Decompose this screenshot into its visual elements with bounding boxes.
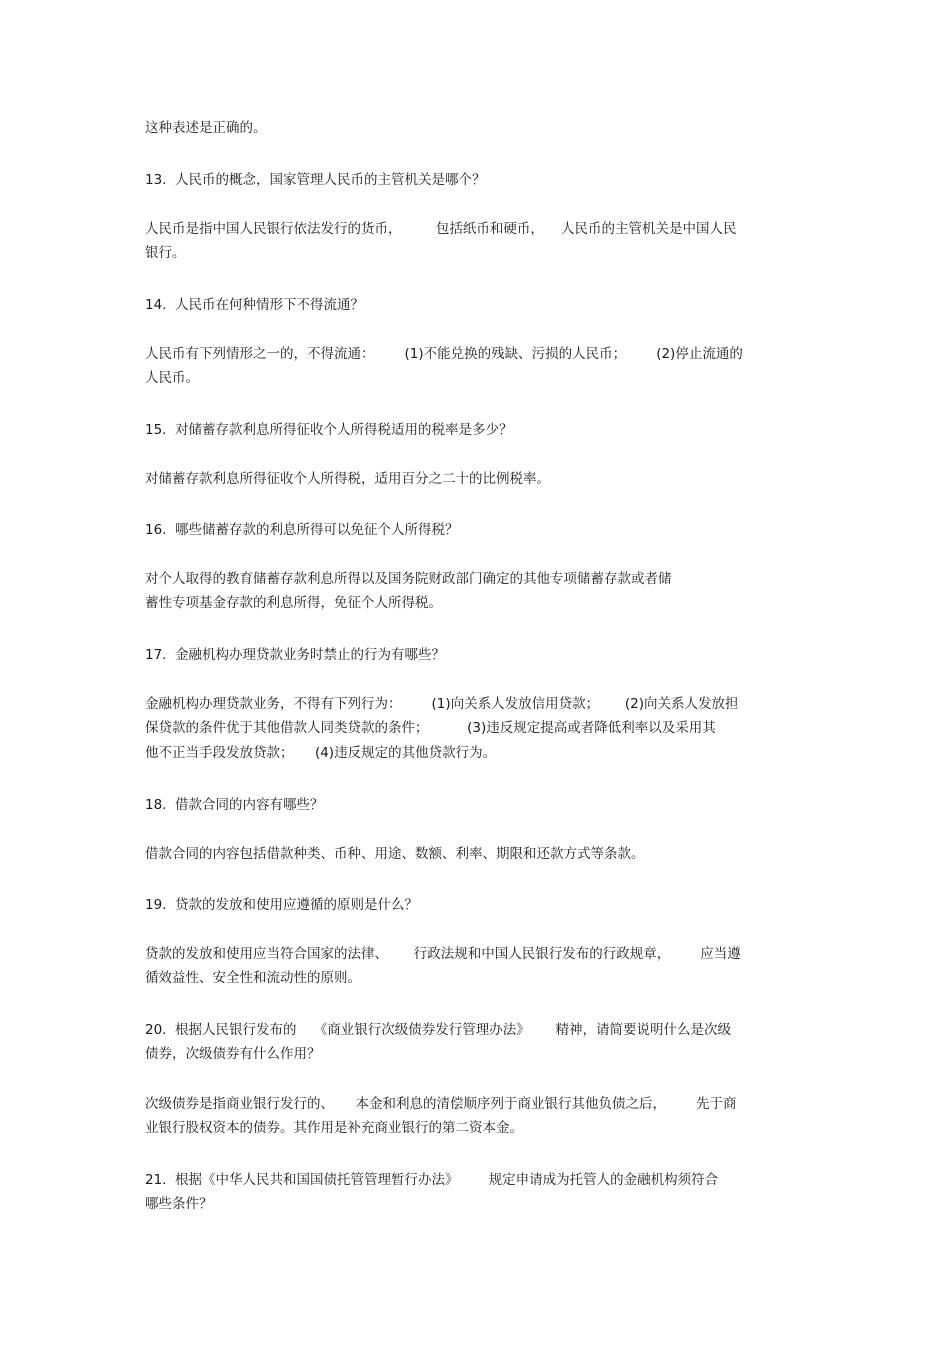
answer-19-line-1: 贷款的发放和使用应当符合国家的法律、 行政法规和中国人民银行发布的行政规章， 应当遵 [145, 946, 741, 962]
question-14: 14. 人民币在何种情形下不得流通？ [145, 297, 365, 313]
text-line: 这种表述是正确的。 [145, 120, 267, 136]
answer-19-line-2: 循效益性、安全性和流动性的原则。 [145, 970, 361, 986]
question-17: 17. 金融机构办理贷款业务时禁止的行为有哪些？ [145, 647, 446, 663]
answer-14-line-2: 人民币。 [145, 370, 199, 386]
answer-17-line-3: 他不正当手段发放贷款； (4)违反规定的其他贷款行为。 [145, 745, 497, 761]
answer-14-line-1: 人民币有下列情形之一的，不得流通： (1)不能兑换的残缺、污损的人民币； (2)停止流通的 [145, 346, 743, 362]
answer-15: 对储蓄存款利息所得征收个人所得税，适用百分之二十的比例税率。 [145, 471, 550, 487]
answer-20-line-2: 业银行股权资本的债券。其作用是补充商业银行的第二资本金。 [145, 1120, 523, 1136]
question-13: 13. 人民币的概念，国家管理人民币的主管机关是哪个？ [145, 172, 486, 188]
question-20-line-2: 债券，次级债券有什么作用？ [145, 1046, 321, 1062]
answer-13-line-2: 银行。 [145, 245, 186, 261]
question-21-line-1: 21. 根据《中华人民共和国国债托管管理暂行办法》 规定申请成为托管人的金融机构须符合 [145, 1172, 719, 1188]
question-20-line-1: 20. 根据人民银行发布的 《商业银行次级债券发行管理办法》 精神，请简要说明什么是次级 [145, 1022, 731, 1038]
answer-17-line-2: 保贷款的条件优于其他借款人同类贷款的条件； (3)违反规定提高或者降低利率以及采用其 [145, 720, 716, 736]
question-16: 16. 哪些储蓄存款的利息所得可以免征个人所得税？ [145, 522, 459, 538]
question-18: 18. 借款合同的内容有哪些？ [145, 797, 324, 813]
answer-16-line-1: 对个人取得的教育储蓄存款利息所得以及国务院财政部门确定的其他专项储蓄存款或者储 [145, 571, 672, 587]
answer-16-line-2: 蓄性专项基金存款的利息所得，免征个人所得税。 [145, 595, 442, 611]
question-21-line-2: 哪些条件？ [145, 1196, 213, 1212]
question-15: 15. 对储蓄存款利息所得征收个人所得税适用的税率是多少？ [145, 422, 513, 438]
answer-18: 借款合同的内容包括借款种类、币种、用途、数额、利率、期限和还款方式等条款。 [145, 846, 645, 862]
question-19: 19. 贷款的发放和使用应遵循的原则是什么？ [145, 897, 419, 913]
answer-17-line-1: 金融机构办理贷款业务，不得有下列行为： (1)向关系人发放信用贷款； (2)向关系人发放担 [145, 696, 739, 712]
answer-20-line-1: 次级债券是指商业银行发行的、 本金和利息的清偿顺序列于商业银行其他负债之后， 先于商 [145, 1096, 737, 1112]
answer-13-line-1: 人民币是指中国人民银行依法发行的货币， 包括纸币和硬币， 人民币的主管机关是中国人民 [145, 221, 737, 237]
